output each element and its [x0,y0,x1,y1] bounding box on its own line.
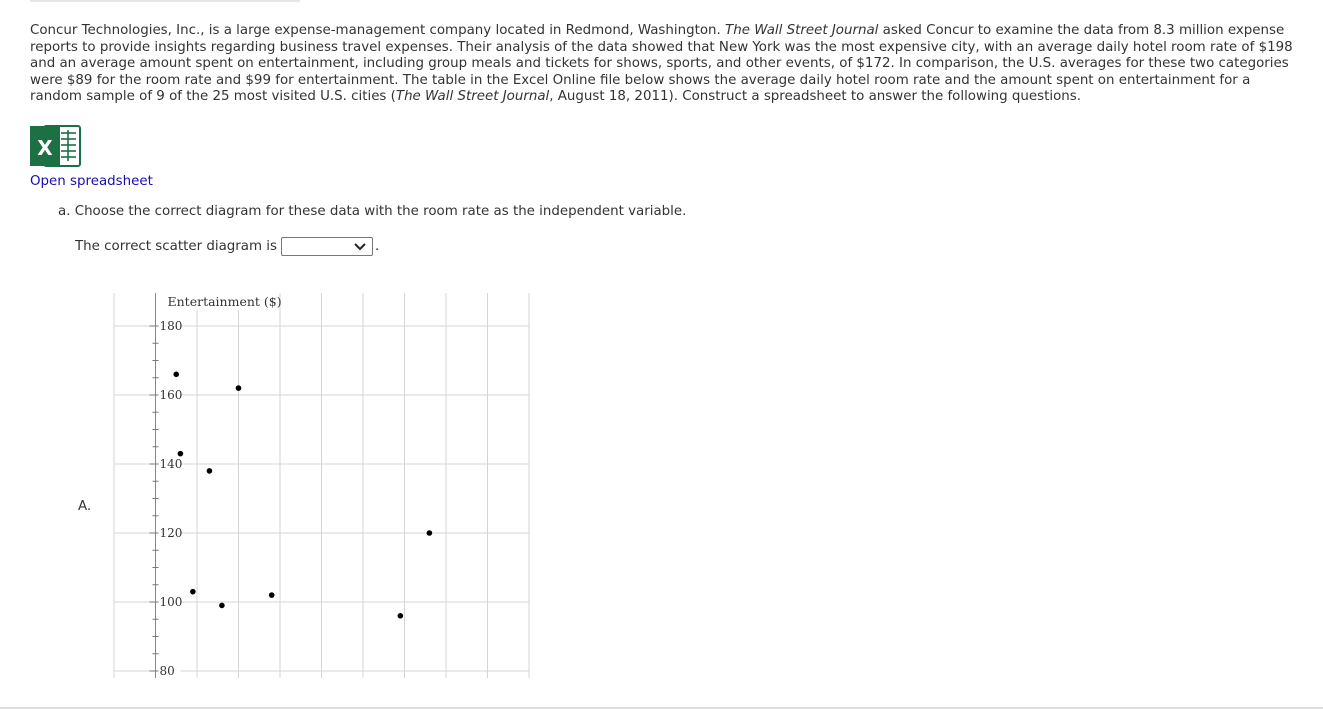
option-a-label: A. [78,499,92,514]
open-spreadsheet-link[interactable]: Open spreadsheet [30,174,153,189]
y-tick-label: 160 [159,388,183,402]
scatter-point [173,372,179,378]
wsj-citation: The Wall Street Journal [395,89,550,105]
y-tick-label: 180 [159,319,183,333]
y-tick-label: 140 [159,457,183,471]
y-tick-label: 100 [159,595,183,609]
scatter-point [269,592,275,598]
scatter-point [178,451,184,457]
answer-prefix: The correct scatter diagram is [75,239,277,254]
problem-text-part-3: , August 18, 2011). Construct a spreadsheet to answer the following questions. [549,89,1081,105]
question-a-text: a. Choose the correct diagram for these data with the room rate as the independent variable. [58,204,687,219]
top-divider [30,0,300,2]
scatter-diagram-select[interactable] [281,237,373,256]
scatter-point [219,603,225,609]
scatter-point [398,613,404,619]
y-tick-label: 120 [159,526,183,540]
scatter-point [207,468,213,474]
y-axis-label: Entertainment ($) [167,294,282,309]
answer-line [75,237,379,256]
scatter-point [427,530,433,536]
answer-period: . [374,239,380,254]
chevron-down-icon [354,243,366,251]
excel-icon[interactable] [30,124,82,168]
scatter-point [236,385,242,391]
problem-text-part-1: Concur Technologies, Inc., is a large expense-management company located in Redmond, Washington. [30,23,726,38]
scatter-chart-a [104,288,534,683]
problem-text-part-2: asked Concur to examine the data from 8.3 million expense reports to provide insights regarding business travel expenses. Their analysis of the data showed that New York was the most expensive city, with an average daily hotel room rate of $198 and an average amount spent on entertainment, including group meals and tickets for shows, sports, and other events, of $172. In comparison, the U.S. averages for these two categories were $89 for the room rate and $99 for entertainment. The table in the Excel Online file below shows the average daily hotel room rate and the amount spent on entertainment for a random sample of 9 of the 25 most visited U.S. cities ( [30,23,1293,105]
problem-statement [30,23,1305,106]
y-tick-label: 80 [159,664,175,678]
scatter-point [190,589,196,595]
wsj-citation: The Wall Street Journal [725,23,879,38]
svg-text:X: X [37,136,53,160]
